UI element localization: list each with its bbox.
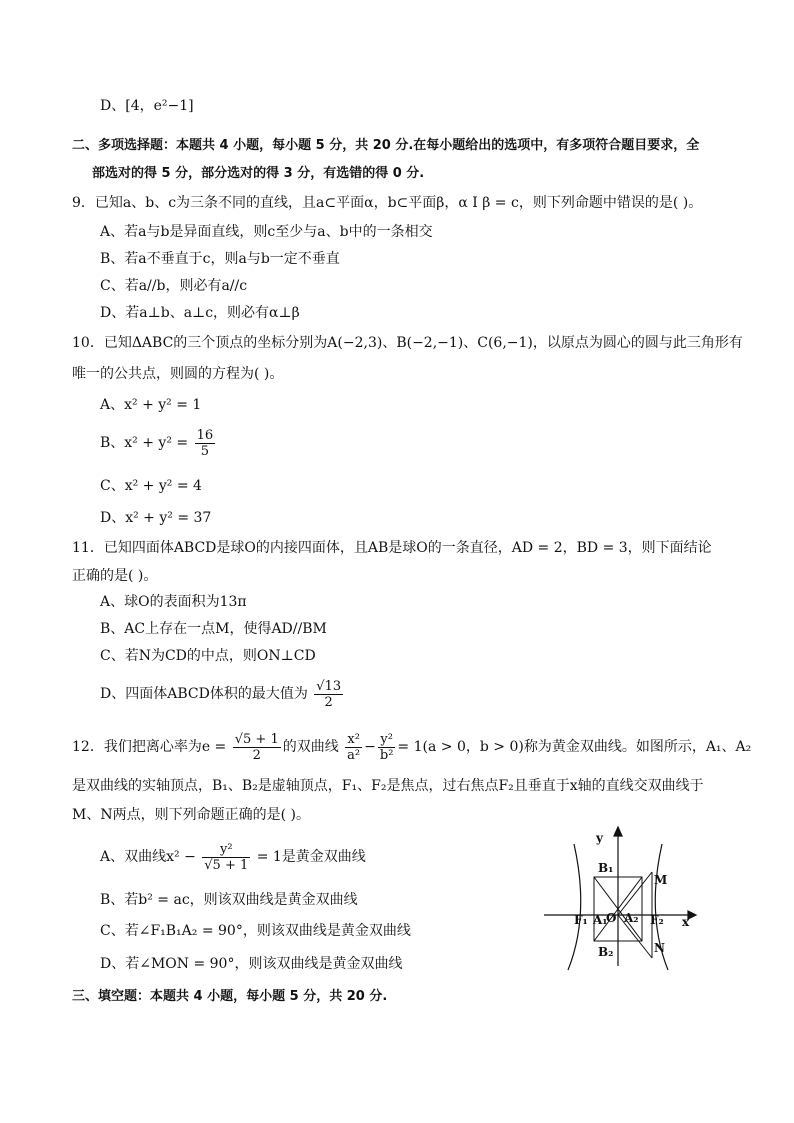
q12-stem-line1: [72, 729, 751, 765]
fraction-denominator: √5 + 1: [204, 857, 249, 873]
label-b1: B₁: [598, 861, 614, 875]
q11-stem-line1: 11．已知四面体ABCD是球O的内接四面体，且AB是球O的一条直径，AD = 2，BD = 3，则下面结论: [72, 540, 712, 556]
fraction-denominator: 5: [200, 443, 209, 459]
fraction-numerator: y²: [378, 732, 396, 748]
q12-stem-line3: M、N两点，则下列命题正确的是( )。: [72, 807, 310, 823]
label-f2: F₂: [650, 913, 664, 927]
fraction-denominator: a²: [347, 747, 361, 763]
q12-stem-part-c: = 1(a > 0，b > 0)称为黄金双曲线。如图所示，A₁、A₂: [397, 739, 752, 755]
q10-stem-line1: 10．已知ΔABC的三个顶点的坐标分别为A(−2,3)、B(−2,−1)、C(6,−1)，以原点为圆心的圆与此三角形有: [72, 335, 743, 351]
fraction-numerator: y²: [202, 842, 250, 858]
q10-option-a: A、x² + y² = 1: [100, 397, 202, 413]
q11-option-a: A、球O的表面积为13π: [100, 594, 247, 610]
q12-stem-line2: 是双曲线的实轴顶点，B₁、B₂是虚轴顶点，F₁、F₂是焦点，过右焦点F₂且垂直于x轴的直线交双曲线于: [72, 778, 704, 794]
y-axis-arrow-icon: [614, 827, 622, 836]
section3-heading: 三、填空题：本题共 4 小题，每小题 5 分，共 20 分.: [72, 989, 388, 1004]
label-y: y: [596, 831, 603, 845]
q9-option-d: D、若a⊥b、a⊥c，则必有α⊥β: [100, 305, 300, 321]
q12-x-fraction: [345, 732, 362, 763]
q9-option-b: B、若a不垂直于c，则a与b一定不垂直: [100, 251, 340, 267]
q11-option-b: B、AC上存在一点M，使得AD//BM: [100, 621, 327, 637]
fraction-denominator: b²: [379, 747, 394, 763]
fraction-numerator: 16: [196, 427, 214, 443]
label-f1: F₁: [574, 913, 588, 927]
line-om: [618, 872, 652, 915]
q11-option-c: C、若N为CD的中点，则ON⊥CD: [100, 648, 316, 664]
q11-option-d-fraction: [314, 679, 343, 710]
label-b2: B₂: [598, 945, 614, 959]
fraction-numerator: x²: [345, 732, 362, 748]
label-n: N: [654, 941, 665, 955]
fraction-denominator: 2: [252, 747, 261, 763]
q9-option-a: A、若a与b是异面直线，则c至少与a、b中的一条相交: [100, 224, 433, 240]
fraction-denominator: 2: [324, 694, 333, 710]
option-label: D、: [100, 98, 126, 114]
q11-stem-line2: 正确的是( )。: [72, 568, 158, 584]
fraction-numerator: √13: [316, 678, 342, 694]
q10-option-b-prefix: B、x² + y² =: [100, 435, 189, 451]
q12-option-a-fraction: [202, 842, 250, 873]
left-branch: [568, 844, 581, 970]
q10-option-b-fraction: [195, 428, 216, 459]
label-o: O: [606, 911, 617, 925]
label-m: M: [654, 873, 668, 887]
q12-y-fraction: [378, 732, 396, 763]
section2-heading-line2: 部选对的得 5 分，部分选对的得 3 分，有选错的得 0 分.: [92, 166, 425, 181]
q10-stem-line2: 唯一的公共点，则圆的方程为( )。: [72, 366, 284, 382]
label-a2: A₂: [624, 911, 639, 925]
section2-heading-line1: 二、多项选择题：本题共 4 小题，每小题 5 分，共 20 分.在每小题给出的选项中，有多项符合题目要求，全: [72, 138, 700, 153]
q12-option-a-suffix: = 1是黄金双曲线: [256, 849, 366, 865]
hyperbola-figure: [540, 822, 700, 972]
q10-option-c: C、x² + y² = 4: [100, 478, 202, 494]
q12-option-c: C、若∠F₁B₁A₂ = 90°，则该双曲线是黄金双曲线: [100, 923, 411, 939]
q12-option-a-prefix: A、双曲线x² −: [100, 849, 196, 865]
x-axis-arrow-icon: [688, 911, 696, 919]
q10-option-b: [100, 425, 217, 461]
label-x: x: [682, 915, 690, 929]
q12-option-b: B、若b² = ac，则该双曲线是黄金双曲线: [100, 892, 358, 908]
q10-option-d: D、x² + y² = 37: [100, 510, 212, 526]
q12-stem-part-a: 12．我们把离心率为e =: [72, 739, 227, 755]
q9-stem: 9．已知a、b、c为三条不同的直线，且a⊂平面α，b⊂平面β，α I β = c，则下列命题中错误的是( )。: [72, 195, 703, 211]
minus-sign: −: [364, 739, 376, 755]
q12-stem-part-b: 的双曲线: [282, 739, 339, 755]
option-text: [4，e²−1]: [125, 98, 194, 114]
label-a1: A₁: [593, 913, 608, 927]
q9-option-c: C、若a//b，则必有a//c: [100, 278, 248, 294]
q12-option-d: D、若∠MON = 90°，则该双曲线是黄金双曲线: [100, 956, 403, 972]
q11-option-d: [100, 676, 345, 712]
fraction-numerator: √5 + 1: [234, 731, 279, 747]
q12-option-a: [100, 838, 366, 876]
q12-e-fraction: [233, 732, 281, 763]
prev-option-d: [100, 97, 194, 115]
q11-option-d-prefix: D、四面体ABCD体积的最大值为: [100, 686, 308, 702]
